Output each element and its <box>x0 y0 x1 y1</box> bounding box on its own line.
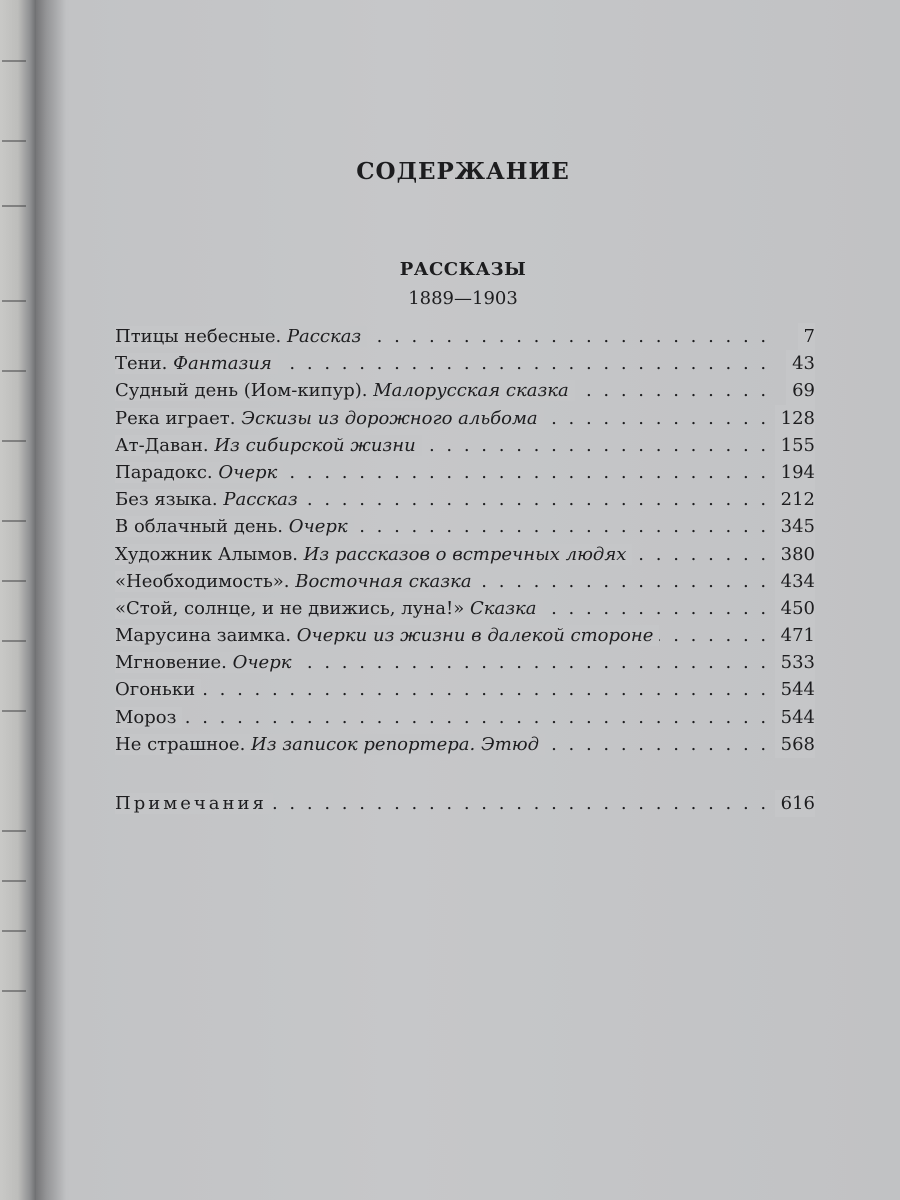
toc-entry-text <box>115 652 297 673</box>
toc-entry-text <box>115 625 659 646</box>
toc-entry[interactable] <box>115 405 815 432</box>
dot-leader <box>115 704 767 731</box>
table-of-contents <box>115 323 815 758</box>
toc-entry-title: Мгновение. <box>115 652 227 674</box>
toc-entry-page-number: 43 <box>786 350 815 377</box>
toc-entry[interactable] <box>115 568 815 595</box>
toc-entry-title: «Необходимость». <box>115 570 290 592</box>
toc-entry-title: Река играет. <box>115 407 236 429</box>
toc-entry-text <box>115 489 304 510</box>
toc-entry-title: Без языка. <box>115 489 218 511</box>
toc-entry-title: Огоньки <box>115 679 196 701</box>
section-title: РАССКАЗЫ <box>399 259 527 280</box>
toc-entry-page-number: 380 <box>775 541 815 568</box>
dot-leader <box>115 676 767 703</box>
toc-entry[interactable] <box>115 731 815 758</box>
toc-entry-text <box>115 734 545 755</box>
toc-entry-page-number: 544 <box>775 676 815 703</box>
toc-entry-title: Художник Алымов. <box>115 543 298 565</box>
toc-entry[interactable] <box>115 704 815 731</box>
toc-entry-page-number: 345 <box>775 513 815 540</box>
toc-entry-text <box>115 462 283 483</box>
toc-entry-page-number: 155 <box>775 432 815 459</box>
toc-entry-page-number: 533 <box>775 649 815 676</box>
toc-entry-page-number: 450 <box>775 595 815 622</box>
toc-entry-title: Парадокс. <box>115 461 213 483</box>
toc-entry-title: В облачный день. <box>115 516 283 538</box>
toc-entry-subtitle: Очерк <box>232 652 292 674</box>
toc-entry[interactable] <box>115 622 815 649</box>
toc-entry[interactable] <box>115 676 815 703</box>
toc-entry-text <box>115 516 354 537</box>
toc-entry-subtitle: Малорусская сказка <box>373 380 569 402</box>
toc-entry-subtitle: Из записок репортера. Этюд <box>251 733 540 755</box>
toc-entry[interactable] <box>115 350 815 377</box>
toc-entry-subtitle: Рассказ <box>286 326 362 347</box>
toc-entry-page-number: 471 <box>775 622 815 649</box>
notes-entry[interactable] <box>115 790 815 817</box>
toc-entry-page-number: 69 <box>786 377 815 404</box>
toc-entry-page-number: 544 <box>775 704 815 731</box>
toc-entry-text <box>115 598 543 619</box>
toc-entry[interactable] <box>115 595 815 622</box>
toc-entry-subtitle: Очерки из жизни в далекой стороне <box>296 625 654 647</box>
toc-entry-text <box>115 408 544 429</box>
toc-entry[interactable] <box>115 649 815 676</box>
toc-entry-subtitle: Рассказ <box>223 489 298 511</box>
toc-entry-subtitle: Фантазия <box>173 353 272 375</box>
toc-entry[interactable] <box>115 459 815 486</box>
toc-entry-subtitle: Эскизы из дорожного альбома <box>241 407 538 429</box>
toc-entry[interactable] <box>115 486 815 513</box>
toc-entry-page-number: 434 <box>775 568 815 595</box>
toc-entry[interactable] <box>115 377 815 404</box>
toc-entry-subtitle: Восточная сказка <box>295 570 472 592</box>
section-years: 1889—1903 <box>408 288 518 309</box>
toc-entry[interactable] <box>115 541 815 568</box>
toc-entry-text <box>115 707 182 728</box>
toc-entry-text <box>115 679 201 700</box>
notes-page-number: 616 <box>775 790 815 817</box>
toc-entry-page-number: 568 <box>775 731 815 758</box>
toc-entry-text <box>115 326 367 347</box>
toc-entry-subtitle: Из сибирской жизни <box>214 434 416 456</box>
toc-entry-subtitle: Сказка <box>469 597 537 619</box>
toc-entry-title: Птицы небесные. <box>115 326 282 347</box>
toc-entry-text <box>115 353 278 374</box>
toc-entry-title: Мороз <box>115 706 177 728</box>
toc-entry-text <box>115 435 422 456</box>
toc-entry-subtitle: Из рассказов о встречных людях <box>303 543 627 565</box>
toc-entry-page-number: 7 <box>798 323 815 350</box>
toc-entry-page-number: 128 <box>775 405 815 432</box>
toc-entry-text <box>115 571 478 592</box>
notes-title: Примечания <box>115 793 273 814</box>
toc-entry-text <box>115 380 575 401</box>
toc-entry-title: Тени. <box>115 353 168 375</box>
toc-entry-title: Судный день (Иом-кипур). <box>115 380 368 402</box>
toc-entry[interactable] <box>115 513 815 540</box>
toc-entry[interactable] <box>115 323 815 350</box>
toc-entry-subtitle: Очерк <box>218 461 278 483</box>
toc-entry-subtitle: Очерк <box>288 516 348 538</box>
page-title: СОДЕРЖАНИЕ <box>356 158 570 185</box>
toc-entry-title: Марусина заимка. <box>115 625 292 647</box>
toc-entry-page-number: 212 <box>775 486 815 513</box>
toc-entry-title: Ат-Даван. <box>115 434 209 456</box>
toc-entry-page-number: 194 <box>775 459 815 486</box>
toc-entry-title: «Стой, солнце, и не движись, луна!» <box>115 597 465 619</box>
toc-entry-text <box>115 544 632 565</box>
toc-entry-title: Не страшное. <box>115 733 246 755</box>
toc-entry[interactable] <box>115 432 815 459</box>
